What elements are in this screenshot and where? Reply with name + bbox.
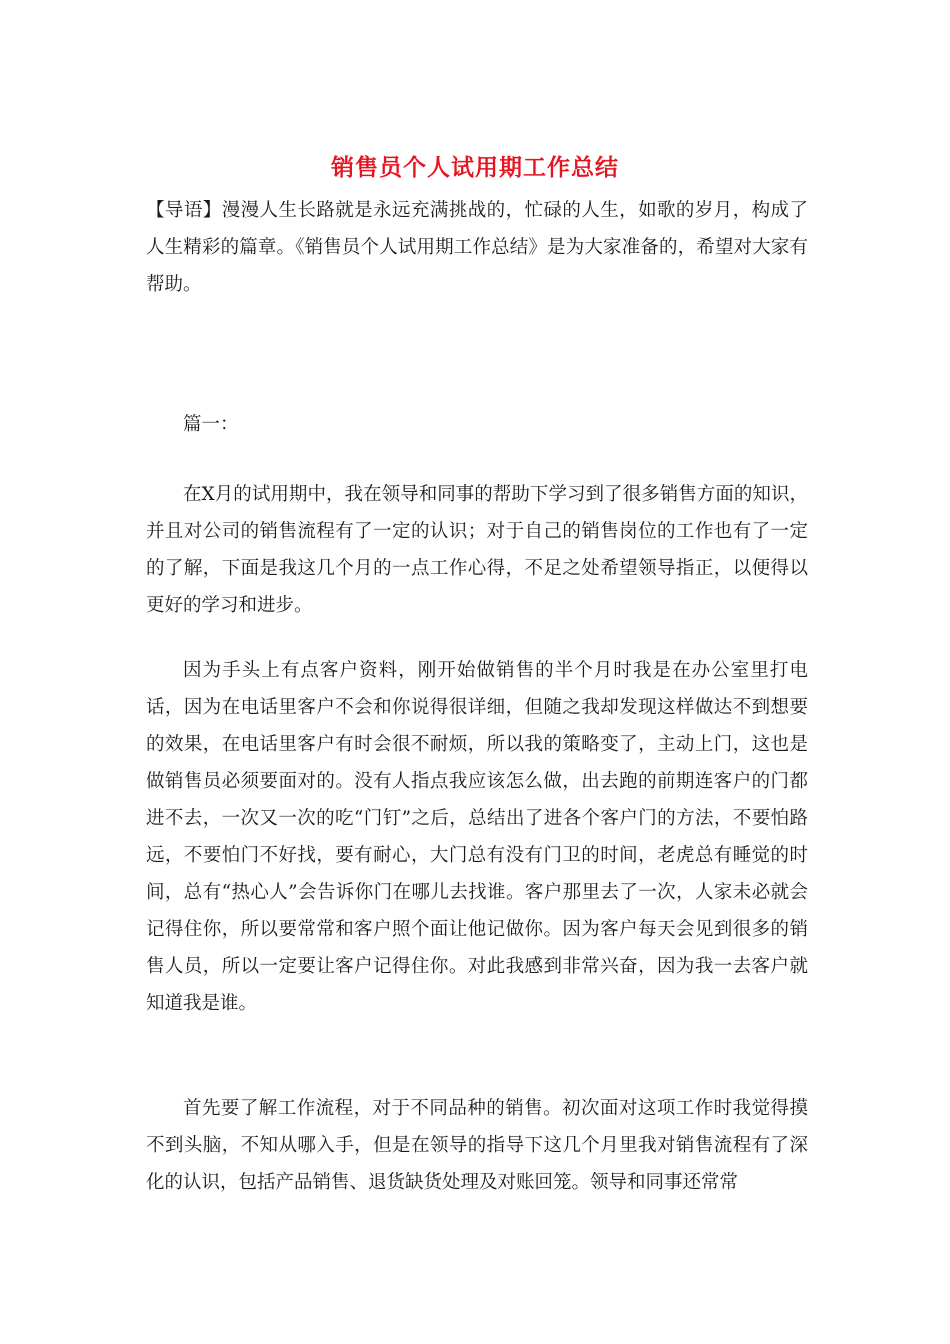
document-title: 销售员个人试用期工作总结	[331, 154, 619, 181]
body-paragraph: 在X月的试用期中，我在领导和同事的帮助下学习到了很多销售方面的知识，并且对公司的销售流程有了一定的认识；对于自己的销售岗位的工作也有了一定的了解，下面是我这几个月的一点工作心得，不足之处希望领导指正，以便得以更好的学习和进步。	[146, 484, 808, 616]
body-paragraph: 因为手头上有点客户资料，刚开始做销售的半个月时我是在办公室里打电话，因为在电话里客户不会和你说得很详细，但随之我却发现这样做达不到想要的效果，在电话里客户有时会很不耐烦，所以我的策略变了，主动上门，这也是做销售员必须要面对的。没有人指点我应该怎么做，出去跑的前期连客户的门都进不去，一次又一次的吃“门钉”之后，总结出了进各个客户门的方法，不要怕路远，不要怕门不好找，要有耐心，大门总有没有门卫的时间，老虎总有睡觉的时间，总有“热心人”会告诉你门在哪儿去找谁。客户那里去了一次，人家未必就会记得住你，所以要常常和客户照个面让他记做你。因为客户每天会见到很多的销售人员，所以一定要让客户记得住你。对此我感到非常兴奋，因为我一去客户就知道我是谁。	[146, 660, 808, 1014]
section-heading: 篇一：	[183, 414, 239, 435]
intro-paragraph: 【导语】漫漫人生长路就是永远充满挑战的，忙碌的人生，如歌的岁月，构成了人生精彩的篇章。《销售员个人试用期工作总结》是为大家准备的，希望对大家有帮助。	[146, 200, 808, 295]
body-paragraph: 首先要了解工作流程，对于不同品种的销售。初次面对这项工作时我觉得摸不到头脑，不知从哪入手，但是在领导的指导下这几个月里我对销售流程有了深化的认识，包括产品销售、退货缺货处理及对账回笼。领导和同事还常常	[146, 1098, 808, 1193]
